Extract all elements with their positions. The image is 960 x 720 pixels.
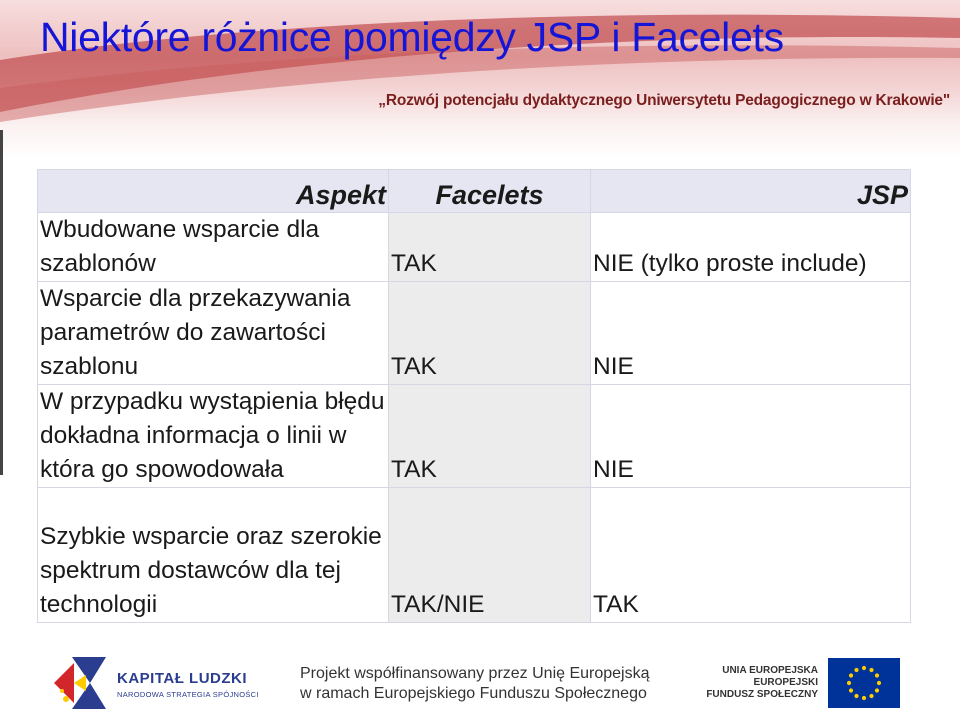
header-facelets: Facelets xyxy=(389,170,591,213)
table-header-row xyxy=(38,170,911,213)
eu-star-icon xyxy=(854,694,858,698)
header-jsp: JSP xyxy=(591,170,911,213)
jsp-cell: TAK xyxy=(591,488,911,623)
jsp-cell: NIE (tylko proste include) xyxy=(591,213,911,282)
eu-star-icon xyxy=(854,668,858,672)
eu-star-icon xyxy=(849,688,853,692)
table-row xyxy=(38,282,911,385)
table-row xyxy=(38,385,911,488)
facelets-cell: TAK xyxy=(389,213,591,282)
jsp-cell: NIE xyxy=(591,385,911,488)
project-line-2: w ramach Europejskiego Funduszu Społecznego xyxy=(300,685,647,702)
table-row xyxy=(38,488,911,623)
header-aspect: Aspekt xyxy=(38,170,389,213)
eu-star-icon xyxy=(862,696,866,700)
eu-flag-icon xyxy=(828,658,900,708)
facelets-cell: TAK xyxy=(389,385,591,488)
table-row xyxy=(38,213,911,282)
kapital-ludzki-logo-icon xyxy=(52,655,112,711)
jsp-cell: NIE xyxy=(591,282,911,385)
kapital-ludzki-subtitle: NARODOWA STRATEGIA SPÓJNOŚCI xyxy=(117,690,259,699)
project-funding-note xyxy=(300,664,650,704)
comparison-table xyxy=(37,169,911,623)
aspect-cell: Szybkie wsparcie oraz szerokie spektrum dostawców dla tej technologii xyxy=(38,488,389,623)
eu-fund-label xyxy=(706,665,818,701)
slide-subtitle: „Rozwój potencjału dydaktycznego Uniwersytetu Pedagogicznego w Krakowie" xyxy=(378,92,950,109)
eu-star-icon xyxy=(849,673,853,677)
facelets-cell: TAK/NIE xyxy=(389,488,591,623)
eu-star-icon xyxy=(869,668,873,672)
eu-label-line-2: EUROPEJSKI xyxy=(753,677,818,688)
facelets-cell: TAK xyxy=(389,282,591,385)
kapital-ludzki-title: KAPITAŁ LUDZKI xyxy=(117,670,248,687)
aspect-cell: Wsparcie dla przekazywania parametrów do zawartości szablonu xyxy=(38,282,389,385)
eu-star-icon xyxy=(875,688,879,692)
eu-star-icon xyxy=(869,694,873,698)
aspect-cell: Wbudowane wsparcie dla szablonów xyxy=(38,213,389,282)
eu-star-icon xyxy=(862,666,866,670)
slide-title: Niektóre różnice pomiędzy JSP i Facelets xyxy=(40,14,784,60)
aspect-cell: W przypadku wystąpienia błędu dokładna informacja o linii w która go spowodowała xyxy=(38,385,389,488)
eu-star-icon xyxy=(847,681,851,685)
project-line-1: Projekt współfinansowany przez Unię Europejską xyxy=(300,665,650,682)
eu-label-line-1: UNIA EUROPEJSKA xyxy=(722,665,818,676)
eu-star-icon xyxy=(877,681,881,685)
eu-star-icon xyxy=(875,673,879,677)
eu-label-line-3: FUNDUSZ SPOŁECZNY xyxy=(706,689,818,700)
left-edge-strip xyxy=(0,130,3,475)
